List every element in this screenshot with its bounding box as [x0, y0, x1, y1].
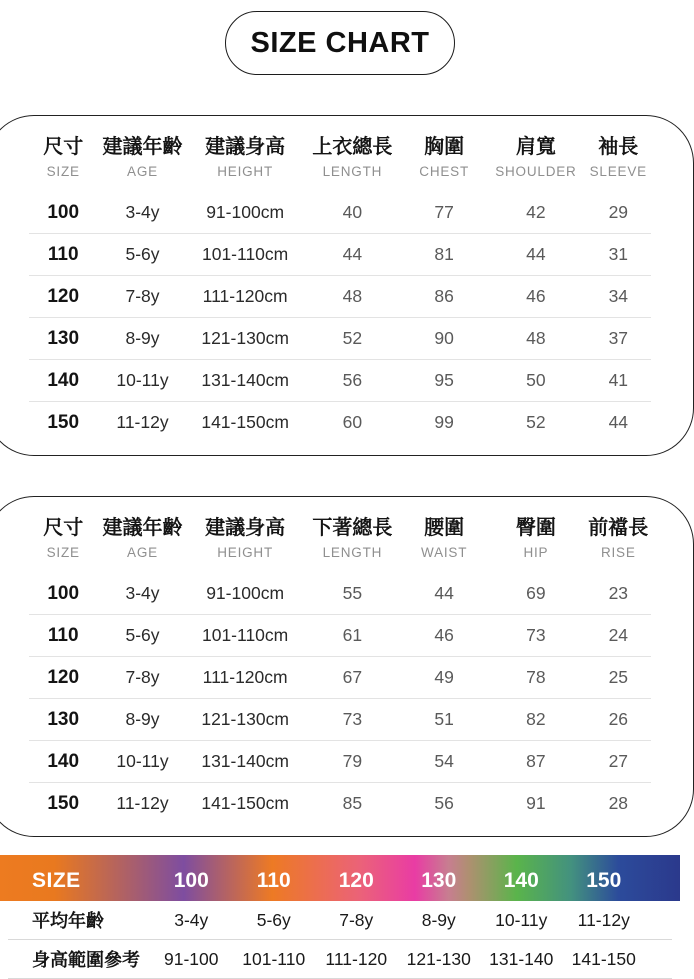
column-label-zh: 建議身高 [205, 517, 286, 539]
table-cell: 79 [342, 751, 363, 771]
column-header [188, 517, 303, 560]
column-label-en: HEIGHT [217, 545, 274, 560]
table-cell: 82 [526, 709, 546, 729]
table-cell: 5-6y [125, 244, 160, 264]
column-label-zh: 尺寸 [43, 517, 84, 539]
size-summary-gradient-header [0, 855, 680, 901]
column-header [303, 136, 403, 179]
bottoms-size-table [0, 496, 694, 837]
table-cell: 141-150cm [201, 793, 289, 813]
table-cell: 44 [526, 244, 546, 264]
table-cell: 10-11y [116, 751, 169, 771]
table-cell: 7-8y [125, 286, 160, 306]
table-cell: 101-110cm [201, 625, 289, 645]
summary-header-size: 130 [421, 868, 457, 892]
table-cell: 81 [434, 244, 454, 264]
column-label-en: AGE [127, 545, 158, 560]
table-cell: 101-110cm [201, 244, 289, 264]
table-cell: 140 [47, 369, 80, 391]
table-cell: 5-6y [125, 625, 160, 645]
table-cell: 44 [608, 412, 629, 432]
column-label-en: SHOULDER [495, 164, 577, 179]
column-label-zh: 上衣總長 [312, 136, 393, 158]
table-cell: 131-140cm [201, 370, 289, 390]
summary-header-size: 110 [256, 868, 291, 892]
summary-header-size: 150 [586, 868, 622, 892]
column-label-zh: 建議年齡 [102, 136, 183, 158]
table-cell: 52 [342, 328, 363, 348]
column-header [303, 517, 403, 560]
column-header [402, 517, 486, 560]
table-cell: 86 [434, 286, 454, 306]
table-cell: 85 [342, 793, 363, 813]
table-cell: 61 [342, 625, 363, 645]
column-label-en: CHEST [419, 164, 470, 179]
column-label-en: HIP [523, 545, 549, 560]
summary-row-value: 10-11y [495, 909, 548, 930]
table-cell: 141-150cm [201, 412, 289, 432]
column-header [188, 136, 303, 179]
summary-row [8, 901, 672, 940]
table-cell: 28 [608, 793, 629, 813]
table-cell: 52 [526, 412, 546, 432]
table-cell: 56 [434, 793, 454, 813]
table-row [29, 401, 651, 443]
summary-row-label: 身高範圍參考 [32, 950, 140, 970]
column-header [486, 517, 586, 560]
column-label-en: HEIGHT [217, 164, 274, 179]
bottoms-table-header-row [29, 517, 651, 573]
table-row [29, 656, 651, 698]
table-cell: 100 [47, 582, 80, 604]
size-summary-rows [0, 901, 680, 979]
table-cell: 130 [47, 708, 80, 730]
table-cell: 150 [47, 792, 80, 814]
table-row [29, 275, 651, 317]
table-cell: 41 [608, 370, 629, 390]
table-row [29, 782, 651, 824]
table-cell: 121-130cm [201, 328, 289, 348]
summary-row-value: 111-120 [325, 948, 388, 969]
column-label-en: SLEEVE [589, 164, 647, 179]
table-cell: 100 [47, 201, 80, 223]
table-cell: 31 [608, 244, 629, 264]
table-cell: 46 [434, 625, 454, 645]
column-header [29, 517, 97, 560]
tops-table-header-row [29, 136, 651, 192]
column-label-en: WAIST [421, 545, 468, 560]
column-label-en: LENGTH [322, 545, 383, 560]
summary-row-label: 平均年齡 [32, 911, 104, 931]
table-cell: 27 [608, 751, 629, 771]
table-cell: 40 [342, 202, 363, 222]
table-cell: 67 [342, 667, 363, 687]
summary-header-size: 120 [338, 868, 374, 892]
table-cell: 54 [434, 751, 454, 771]
summary-row-value: 8-9y [421, 909, 456, 930]
summary-row-value: 3-4y [174, 909, 209, 930]
table-cell: 34 [608, 286, 629, 306]
table-cell: 8-9y [125, 709, 160, 729]
table-row [29, 317, 651, 359]
table-cell: 3-4y [125, 202, 160, 222]
table-cell: 140 [47, 750, 80, 772]
tops-table-body [29, 192, 651, 443]
table-cell: 44 [342, 244, 363, 264]
column-header [402, 136, 486, 179]
column-label-zh: 前襠長 [588, 517, 649, 539]
table-cell: 50 [526, 370, 546, 390]
table-cell: 26 [608, 709, 629, 729]
table-cell: 49 [434, 667, 454, 687]
table-row [29, 233, 651, 275]
column-label-en: SIZE [46, 164, 80, 179]
column-header [586, 136, 651, 179]
column-label-en: LENGTH [322, 164, 383, 179]
table-cell: 23 [608, 583, 629, 603]
table-cell: 48 [526, 328, 546, 348]
column-label-zh: 臀圍 [515, 517, 556, 539]
table-cell: 51 [434, 709, 454, 729]
column-label-zh: 袖長 [598, 136, 639, 158]
summary-row-value: 11-12y [577, 909, 630, 930]
table-cell: 87 [526, 751, 546, 771]
table-cell: 37 [608, 328, 629, 348]
table-cell: 60 [342, 412, 363, 432]
table-cell: 111-120cm [202, 286, 288, 306]
summary-header-size: 100 [173, 868, 209, 892]
table-cell: 55 [342, 583, 363, 603]
table-cell: 95 [434, 370, 454, 390]
summary-row-value: 7-8y [339, 909, 374, 930]
table-cell: 25 [608, 667, 629, 687]
summary-row-value: 5-6y [256, 909, 291, 930]
table-cell: 3-4y [125, 583, 160, 603]
table-row [29, 740, 651, 782]
table-cell: 7-8y [125, 667, 160, 687]
table-cell: 48 [342, 286, 363, 306]
column-label-zh: 建議身高 [205, 136, 286, 158]
column-label-zh: 胸圍 [424, 136, 465, 158]
table-cell: 44 [434, 583, 454, 603]
table-row [29, 573, 651, 614]
summary-header-label: SIZE [32, 868, 81, 892]
column-header [486, 136, 586, 179]
summary-row-value: 101-110 [242, 948, 306, 969]
tops-size-table [0, 115, 694, 456]
summary-header-size: 140 [503, 868, 539, 892]
column-header [97, 517, 187, 560]
table-cell: 8-9y [125, 328, 160, 348]
column-header [97, 136, 187, 179]
column-header [586, 517, 651, 560]
summary-row-value: 121-130 [406, 948, 471, 969]
table-cell: 24 [608, 625, 629, 645]
table-row [29, 698, 651, 740]
table-cell: 110 [47, 624, 79, 646]
table-cell: 46 [526, 286, 546, 306]
column-label-en: SIZE [46, 545, 80, 560]
summary-row-value: 141-150 [571, 948, 636, 969]
summary-row-value: 91-100 [164, 948, 219, 969]
bottoms-table-body [29, 573, 651, 824]
table-cell: 11-12y [116, 793, 169, 813]
table-row [29, 614, 651, 656]
table-cell: 121-130cm [201, 709, 289, 729]
table-cell: 131-140cm [201, 751, 289, 771]
table-cell: 99 [434, 412, 454, 432]
column-label-zh: 肩寬 [515, 136, 556, 158]
column-label-zh: 尺寸 [43, 136, 84, 158]
table-cell: 73 [342, 709, 363, 729]
table-cell: 110 [47, 243, 79, 265]
table-cell: 69 [526, 583, 546, 603]
table-cell: 90 [434, 328, 454, 348]
size-chart-page [0, 11, 680, 970]
table-cell: 150 [47, 411, 80, 433]
table-cell: 130 [47, 327, 80, 349]
table-cell: 91-100cm [206, 202, 285, 222]
table-cell: 29 [608, 202, 629, 222]
table-cell: 10-11y [116, 370, 169, 390]
table-cell: 42 [526, 202, 546, 222]
table-row [29, 192, 651, 233]
table-cell: 73 [526, 625, 546, 645]
summary-row-value: 131-140 [489, 948, 554, 969]
table-cell: 120 [47, 666, 80, 688]
table-cell: 120 [47, 285, 80, 307]
table-cell: 77 [434, 202, 454, 222]
table-row [29, 359, 651, 401]
size-summary-section [0, 855, 680, 979]
table-cell: 111-120cm [202, 667, 288, 687]
summary-row [8, 940, 672, 979]
table-cell: 56 [342, 370, 363, 390]
page-title: SIZE CHART [250, 26, 430, 59]
column-header [29, 136, 97, 179]
table-cell: 11-12y [116, 412, 169, 432]
table-cell: 78 [526, 667, 546, 687]
column-label-zh: 腰圍 [424, 517, 465, 539]
column-label-en: AGE [127, 164, 158, 179]
column-label-zh: 下著總長 [312, 517, 393, 539]
column-label-zh: 建議年齡 [102, 517, 183, 539]
table-cell: 91 [526, 793, 546, 813]
table-cell: 91-100cm [206, 583, 285, 603]
size-chart-title-badge [225, 11, 455, 75]
column-label-en: RISE [600, 545, 636, 560]
